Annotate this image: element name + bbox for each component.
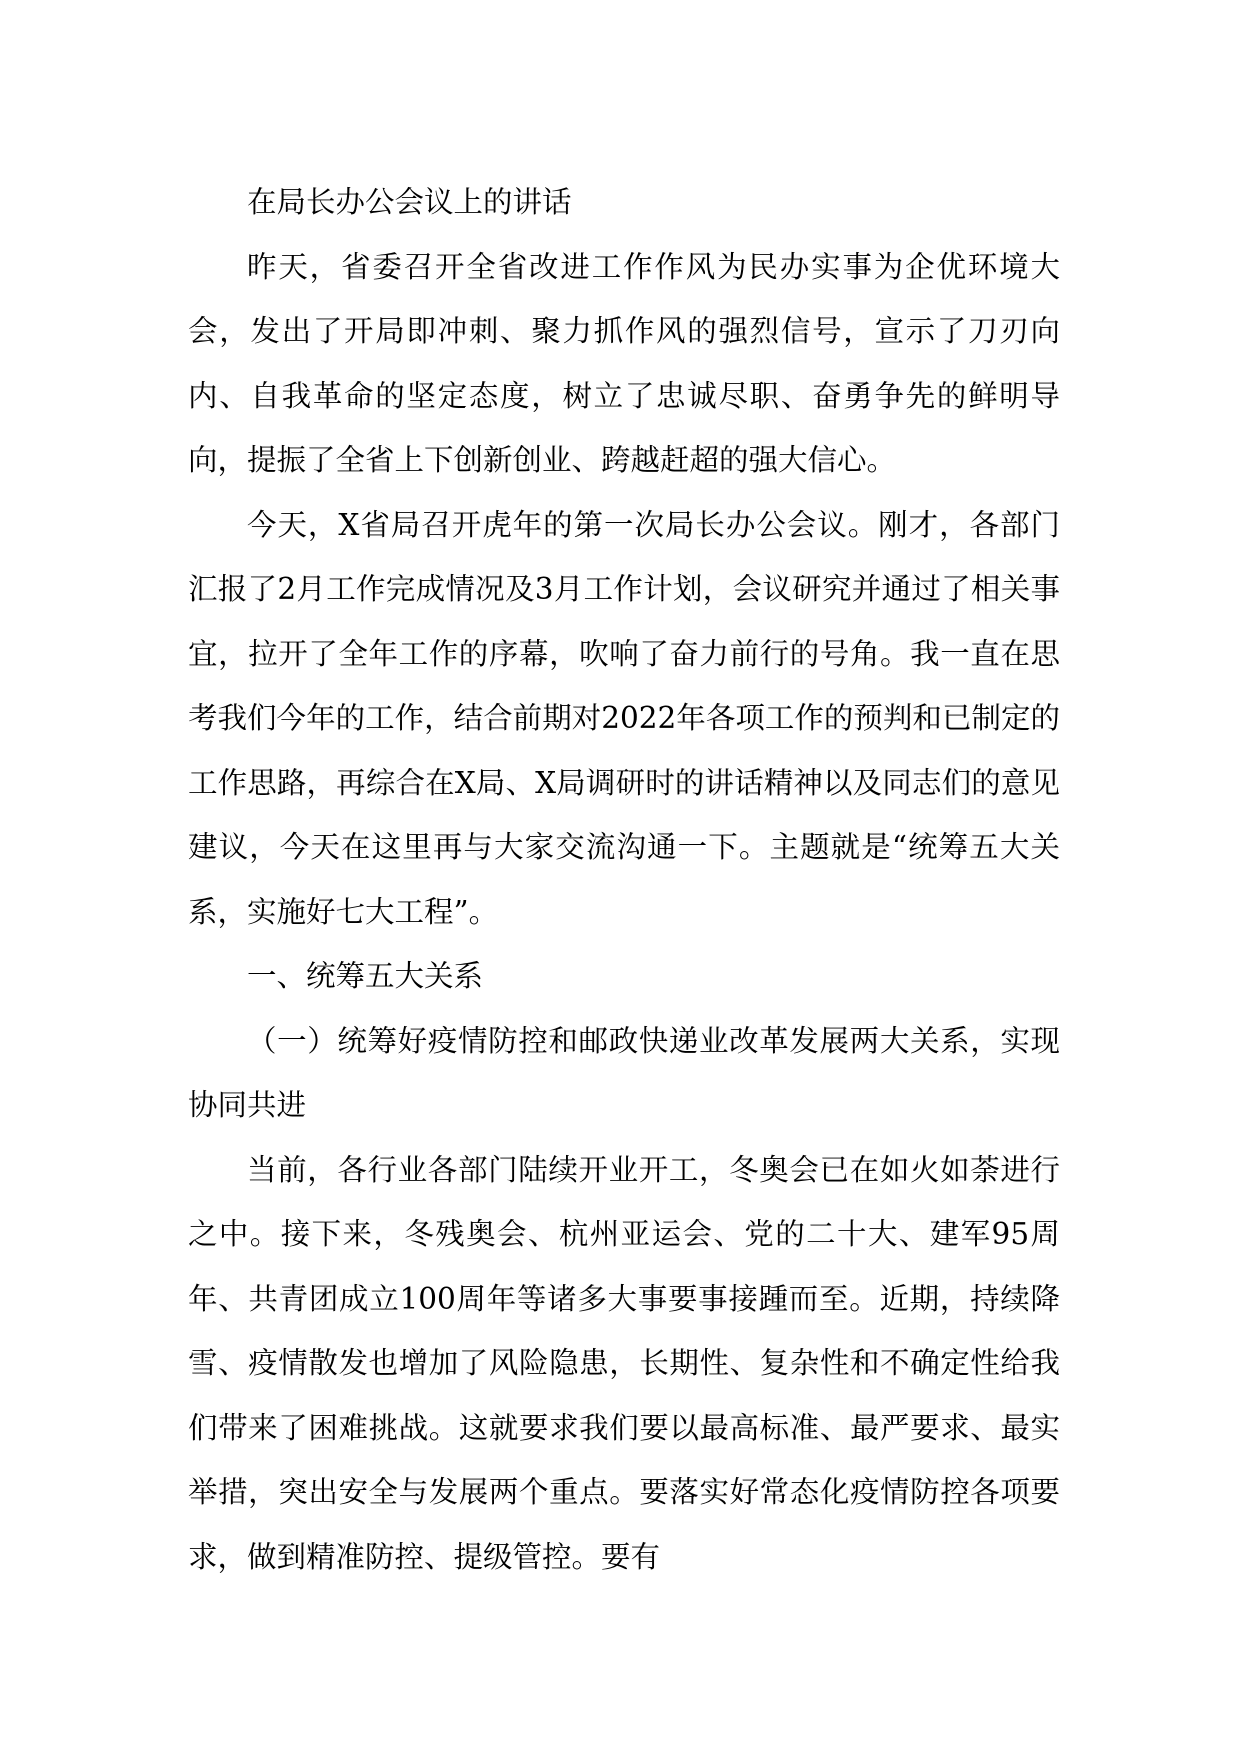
paragraph-today-meeting: 今天，X省局召开虎年的第一次局长办公会议。刚才，各部门汇报了2月工作完成情况及3月工作计划，会议研究并通过了相关事宜，拉开了全年工作的序幕，吹响了奋力前行的号角。我一直在思考我们今年的工作，结合前期对2022年各项工作的预判和已制定的工作思路，再综合在X局、X局调研时的讲话精神以及同志们的意见建议，今天在这里再与大家交流沟通一下。主题就是“统筹五大关系，实施好七大工程”。 — [188, 507, 1060, 929]
document-body — [188, 170, 1060, 1589]
subsection-heading-one: （一）统筹好疫情防控和邮政快递业改革发展两大关系，实现协同共进 — [188, 1023, 1060, 1122]
document-title: 在局长办公会议上的讲话 — [247, 185, 572, 219]
paragraph-current-situation: 当前，各行业各部门陆续开业开工，冬奥会已在如火如荼进行之中。接下来，冬残奥会、杭州亚运会、党的二十大、建军95周年、共青团成立100周年等诸多大事要事接踵而至。近期，持续降雪、疫情散发也增加了风险隐患，长期性、复杂性和不确定性给我们带来了困难挑战。这就要求我们要以最高标准、最严要求、最实举措，突出安全与发展两个重点。要落实好常态化疫情防控各项要求，做到精准防控、提级管控。要有 — [188, 1152, 1060, 1574]
paragraph-yesterday-meeting: 昨天，省委召开全省改进工作作风为民办实事为企优环境大会，发出了开局即冲刺、聚力抓作风的强烈信号，宣示了刀刃向内、自我革命的坚定态度，树立了忠诚尽职、奋勇争先的鲜明导向，提振了全省上下创新创业、跨越赶超的强大信心。 — [188, 249, 1060, 477]
section-heading-one: 一、统筹五大关系 — [247, 959, 484, 993]
